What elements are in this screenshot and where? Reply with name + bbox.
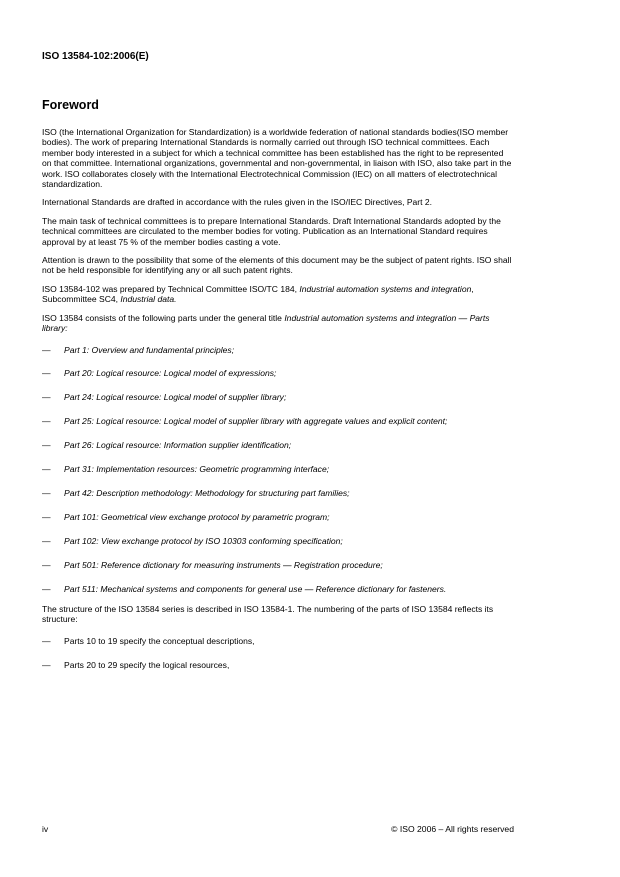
subcommittee-text: , Subcommittee SC4, bbox=[42, 283, 474, 305]
list-item: — Part 42: Description methodology: Methodology for structuring part families; bbox=[42, 487, 350, 498]
list-item: — Part 25: Logical resource: Logical model of supplier library with aggregate values and explicit content; bbox=[42, 416, 448, 427]
paragraph-directives: International Standards are drafted in accordance with the rules given in the ISO/IEC Directives, Part 2. bbox=[42, 197, 433, 208]
paragraph-parts-intro bbox=[42, 313, 512, 334]
paragraph-structure: The structure of the ISO 13584 series is described in ISO 13584-1. The numbering of the parts of ISO 13584 reflects its structure: bbox=[42, 603, 494, 625]
foreword-body bbox=[42, 127, 512, 684]
prepared-by-text: ISO 13584-102 was prepared by Technical Committee ISO/TC 184, bbox=[42, 283, 300, 294]
general-title: Industrial automation systems and integration — Parts library: bbox=[42, 312, 490, 334]
dash-bullet: — bbox=[42, 659, 51, 670]
structure-list bbox=[42, 636, 512, 670]
dash-bullet: — bbox=[42, 635, 51, 646]
list-item: — Part 501: Reference dictionary for measuring instruments — Registration procedure; bbox=[42, 559, 383, 570]
parts-intro-text: ISO 13584 consists of the following parts under the general title bbox=[42, 312, 285, 323]
section-title: Foreword bbox=[42, 98, 99, 112]
paragraph-federation: ISO (the International Organization for Standardization) is a worldwide federation of national standards bodies(ISO member bodies). The work of preparing International Standards is normally carried out through ISO technical committees. Each member body interested in a subject for which a technical committee has been established has the right to be represented on that committee. International organizations, governmental and non-governmental, in liaison with ISO, also take part in the work. ISO collaborates closely with the International Electrotechnical Commission (IEC) on all matters of electrotechnical standardization. bbox=[42, 127, 512, 190]
dash-bullet: — bbox=[42, 368, 51, 379]
list-item: — Part 102: View exchange protocol by ISO 10303 conforming specification; bbox=[42, 535, 343, 546]
dash-bullet: — bbox=[42, 344, 51, 355]
paragraph-main-task: The main task of technical committees is to prepare International Standards. Draft International Standards adopted by the technical committees are circulated to the member bodies for voting. Publication as an International Standard requires approval by at least 75 % of the member bodies casting a vote. bbox=[42, 215, 501, 247]
list-item: — Part 511: Mechanical systems and components for general use — Reference dictionary for fasteners. bbox=[42, 583, 447, 594]
list-item: — Part 24: Logical resource: Logical model of supplier library; bbox=[42, 392, 287, 403]
dash-bullet: — bbox=[42, 487, 51, 498]
list-item: — Part 20: Logical resource: Logical model of expressions; bbox=[42, 368, 277, 379]
list-item: — Part 26: Logical resource: Information supplier identification; bbox=[42, 440, 292, 451]
committee-title: Industrial automation systems and integration bbox=[299, 283, 472, 294]
list-item: — Part 1: Overview and fundamental principles; bbox=[42, 344, 235, 355]
parts-list bbox=[42, 345, 512, 594]
document-id: ISO 13584-102:2006(E) bbox=[42, 51, 149, 62]
paragraph-prepared-by bbox=[42, 284, 512, 305]
dash-bullet: — bbox=[42, 464, 51, 475]
page-number: iv bbox=[42, 824, 49, 834]
list-item: — Part 101: Geometrical view exchange protocol by parametric program; bbox=[42, 511, 330, 522]
dash-bullet: — bbox=[42, 511, 51, 522]
dash-bullet: — bbox=[42, 416, 51, 427]
list-item: — Part 31: Implementation resources: Geometric programming interface; bbox=[42, 464, 330, 475]
copyright-notice: © ISO 2006 – All rights reserved bbox=[391, 824, 514, 834]
dash-bullet: — bbox=[42, 392, 51, 403]
paragraph-patent-rights: Attention is drawn to the possibility that some of the elements of this document may be the subject of patent rights. ISO shall not be held responsible for identifying any or all such patent rights. bbox=[42, 255, 512, 276]
list-item: — Parts 20 to 29 specify the logical resources, bbox=[42, 659, 230, 670]
list-item: — Parts 10 to 19 specify the conceptual descriptions, bbox=[42, 635, 255, 646]
dash-bullet: — bbox=[42, 535, 51, 546]
subcommittee-title: Industrial data. bbox=[120, 294, 177, 305]
dash-bullet: — bbox=[42, 440, 51, 451]
dash-bullet: — bbox=[42, 583, 51, 594]
dash-bullet: — bbox=[42, 559, 51, 570]
